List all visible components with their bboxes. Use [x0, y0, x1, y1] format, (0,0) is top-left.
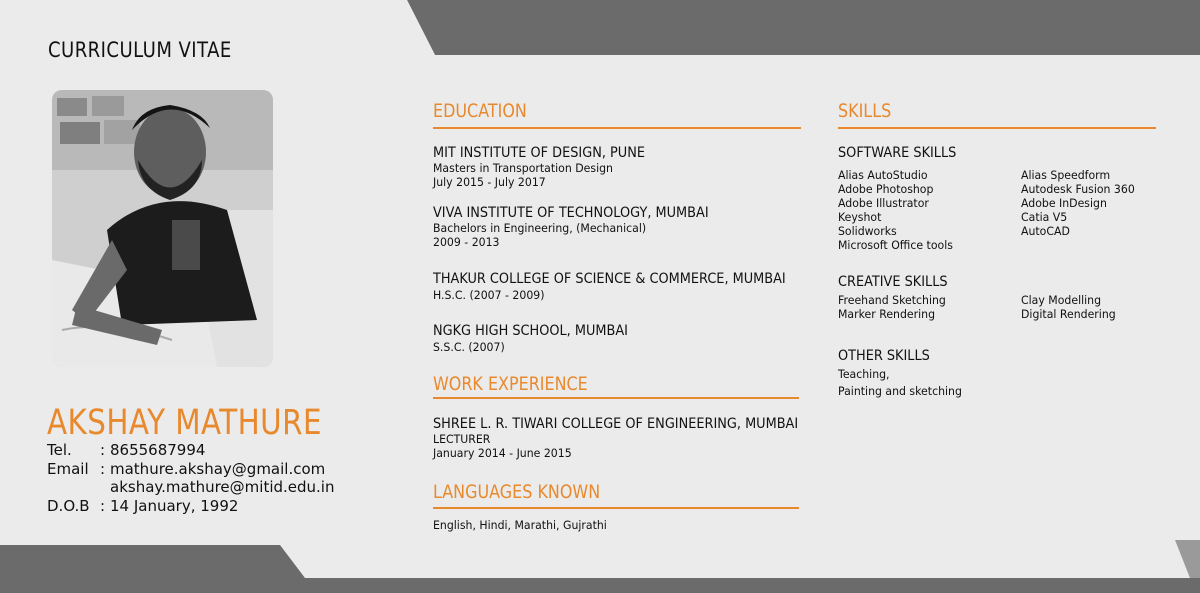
skill-item: Marker Rendering	[838, 307, 936, 321]
education-detail: H.S.C. (2007 - 2009)	[433, 288, 545, 302]
skill-item: Solidworks	[838, 224, 897, 238]
education-dates: July 2015 - July 2017	[433, 175, 546, 189]
education-dates: 2009 - 2013	[433, 235, 500, 249]
skill-item: AutoCAD	[1021, 224, 1070, 238]
dob-value: 14 January, 1992	[110, 497, 239, 515]
contact-label: Tel.	[47, 441, 72, 459]
skill-item: Microsoft Office tools	[838, 238, 953, 252]
languages-list: English, Hindi, Marathi, Gujrathi	[433, 518, 607, 532]
contact-label: Email	[47, 460, 89, 478]
skill-item: Adobe Photoshop	[838, 182, 934, 196]
work-institution: SHREE L. R. TIWARI COLLEGE OF ENGINEERING, MUMBAI	[433, 416, 799, 432]
skill-item: Painting and sketching	[838, 384, 962, 398]
profile-photo	[52, 90, 273, 367]
skill-item: Alias AutoStudio	[838, 168, 928, 182]
work-rule	[433, 397, 799, 399]
skill-item: Clay Modelling	[1021, 293, 1102, 307]
skill-item: Teaching,	[838, 367, 890, 381]
education-institution: VIVA INSTITUTE OF TECHNOLOGY, MUMBAI	[433, 205, 709, 221]
skill-item: Keyshot	[838, 210, 882, 224]
skill-item: Adobe InDesign	[1021, 196, 1107, 210]
education-institution: THAKUR COLLEGE OF SCIENCE & COMMERCE, MUMBAI	[433, 271, 786, 287]
languages-heading: LANGUAGES KNOWN	[433, 481, 601, 503]
work-heading: WORK EXPERIENCE	[433, 373, 588, 395]
page-title: CURRICULUM VITAE	[48, 38, 232, 62]
skill-item: Autodesk Fusion 360	[1021, 182, 1135, 196]
person-photo-icon	[52, 90, 273, 367]
skill-item: Catia V5	[1021, 210, 1068, 224]
bottom-band	[0, 540, 1200, 593]
skill-item: Alias Speedform	[1021, 168, 1111, 182]
creative-skills-heading: CREATIVE SKILLS	[838, 274, 948, 290]
phone-value: 8655687994	[110, 441, 206, 459]
work-role: LECTURER	[433, 432, 491, 446]
candidate-name: AKSHAY MATHURE	[47, 403, 322, 443]
skills-rule	[838, 127, 1156, 129]
languages-rule	[433, 507, 799, 509]
work-dates: January 2014 - June 2015	[433, 446, 572, 460]
email-value: mathure.akshay@gmail.com	[110, 460, 326, 478]
education-heading: EDUCATION	[433, 100, 527, 122]
education-rule	[433, 127, 801, 129]
education-detail: Bachelors in Engineering, (Mechanical)	[433, 221, 647, 235]
contact-separator: :	[100, 460, 106, 478]
contact-separator: :	[100, 441, 106, 459]
education-detail: S.S.C. (2007)	[433, 340, 505, 354]
education-institution: NGKG HIGH SCHOOL, MUMBAI	[433, 323, 628, 339]
other-skills-heading: OTHER SKILLS	[838, 348, 930, 364]
education-detail: Masters in Transportation Design	[433, 161, 613, 175]
skill-item: Digital Rendering	[1021, 307, 1116, 321]
email-value-alt: akshay.mathure@mitid.edu.in	[110, 478, 335, 496]
skill-item: Adobe Illustrator	[838, 196, 929, 210]
education-institution: MIT INSTITUTE OF DESIGN, PUNE	[433, 145, 645, 161]
skills-heading: SKILLS	[838, 100, 892, 122]
contact-separator: :	[100, 497, 106, 515]
software-skills-heading: SOFTWARE SKILLS	[838, 145, 957, 161]
contact-label: D.O.B	[47, 497, 90, 515]
skill-item: Freehand Sketching	[838, 293, 946, 307]
